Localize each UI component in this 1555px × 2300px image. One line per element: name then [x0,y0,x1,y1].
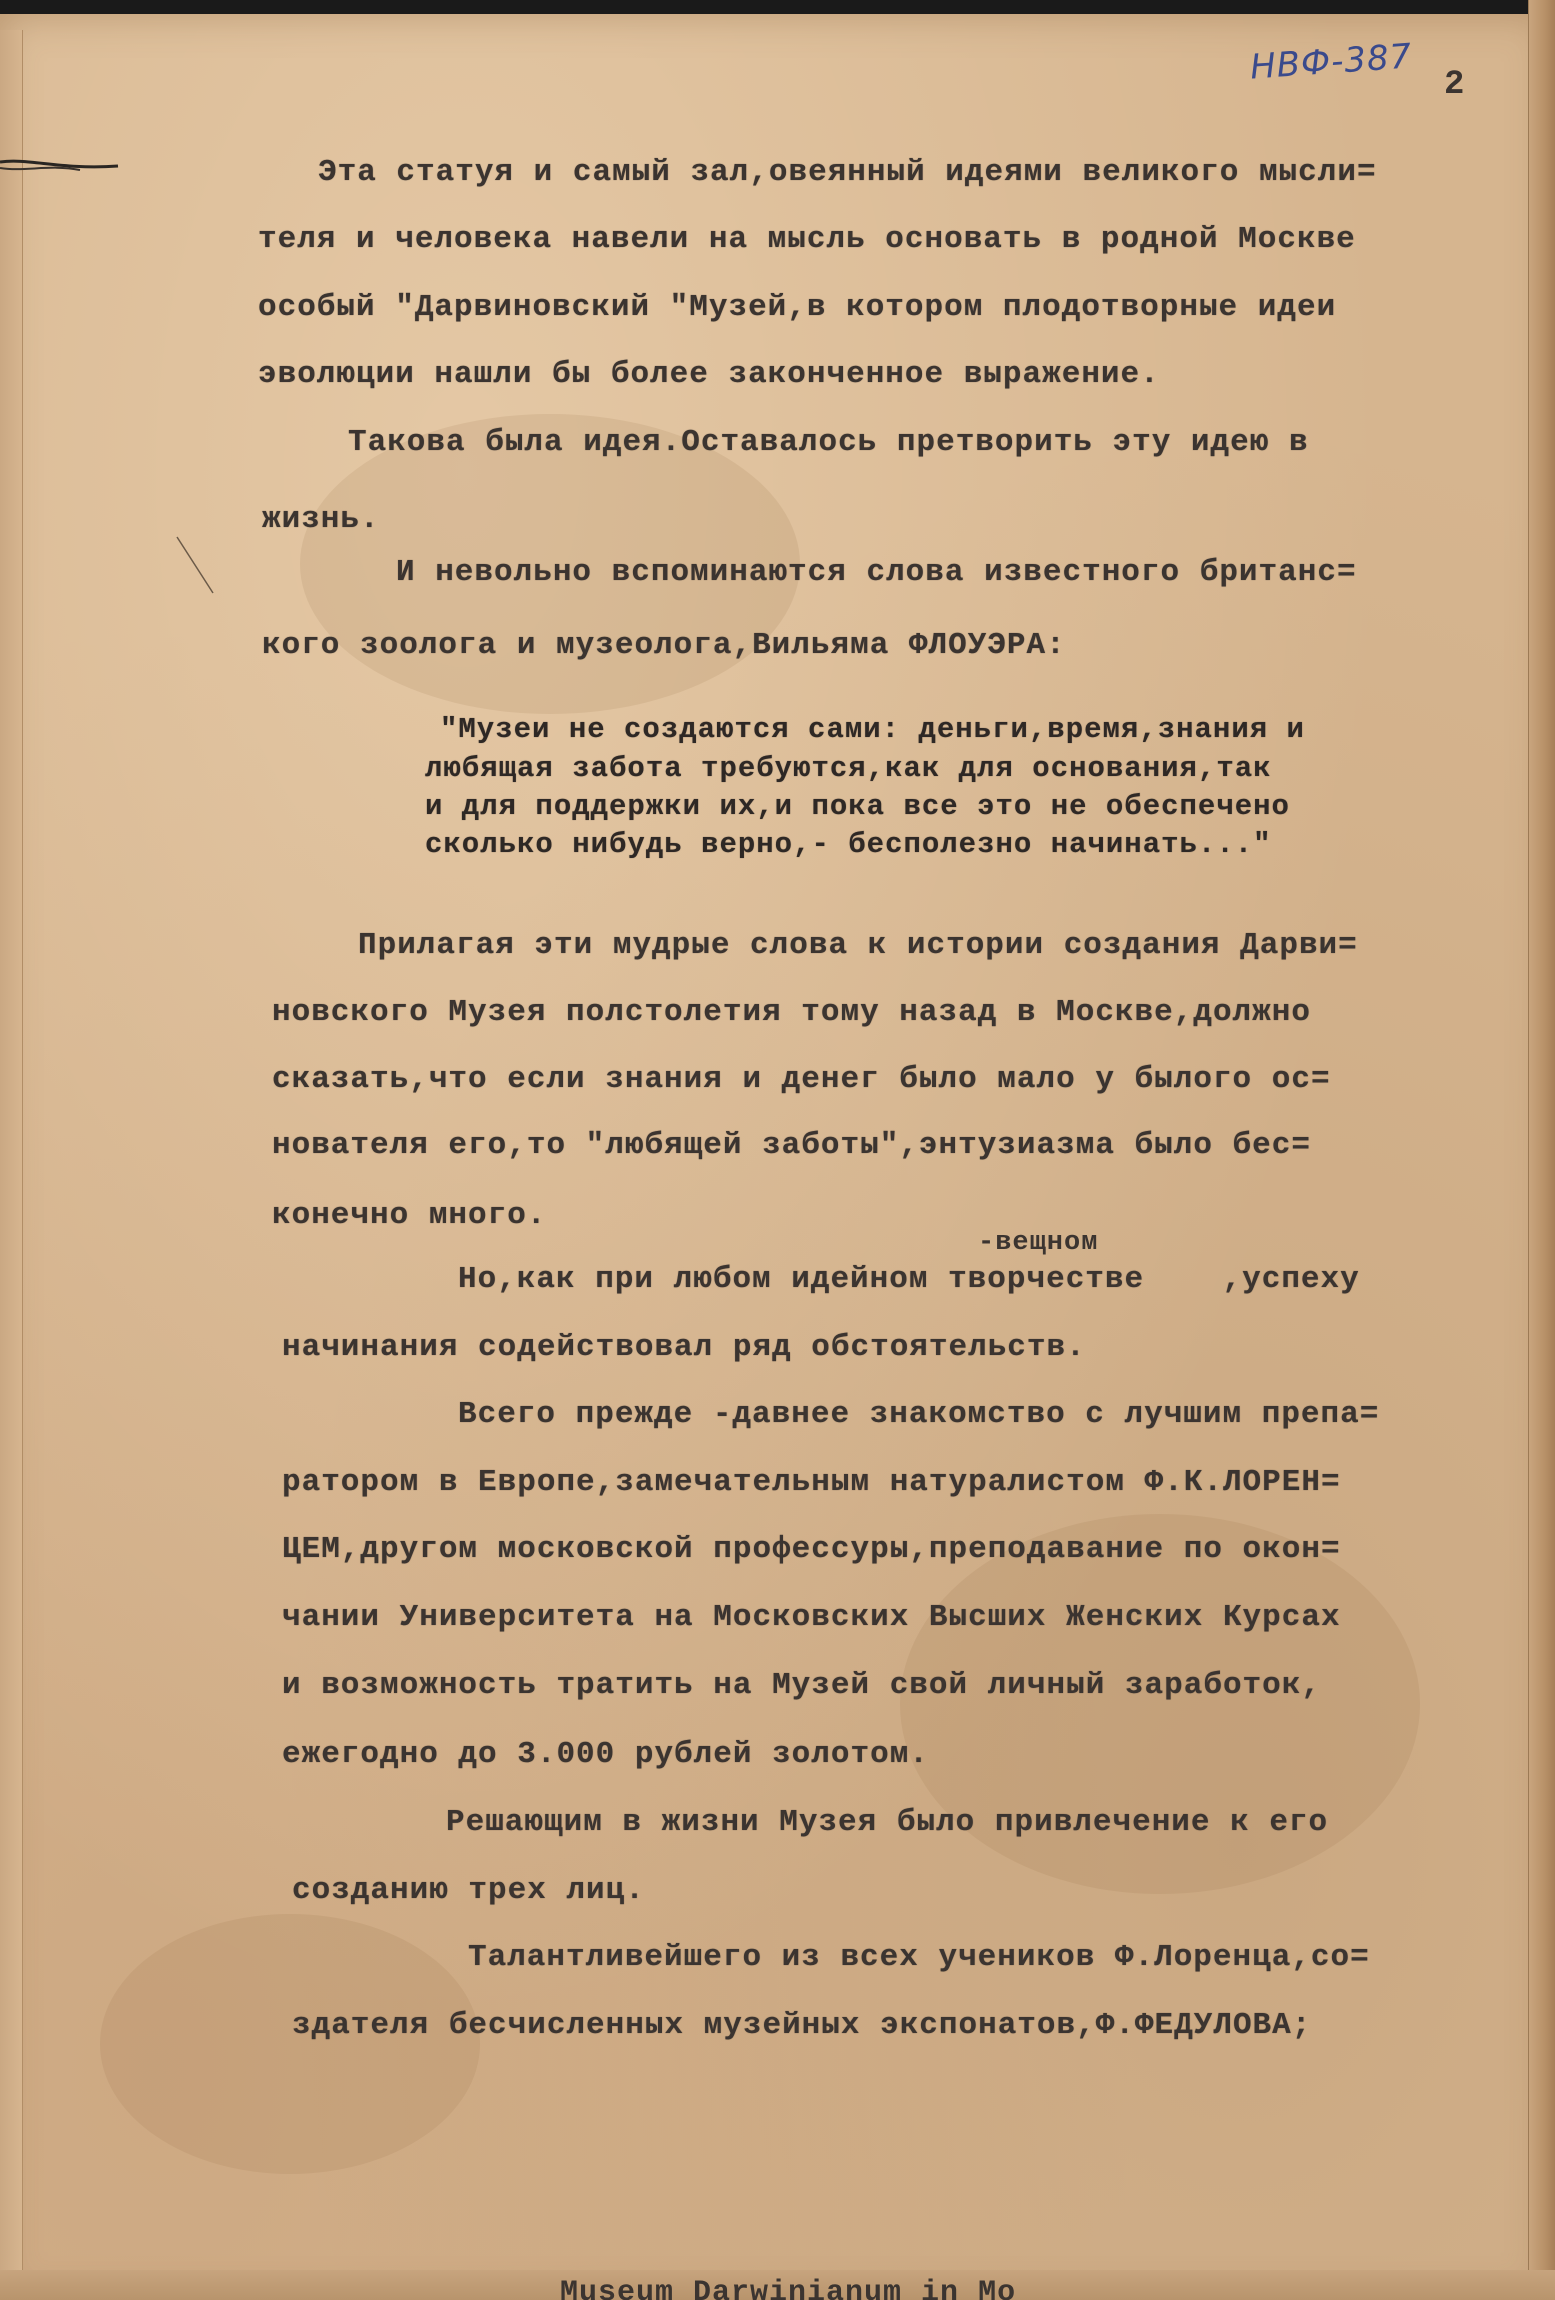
text-line: чании Университета на Московских Высших Женских Курсах [282,1600,1341,1635]
quote-line: любящая забота требуются,как для основания,так [425,752,1272,785]
text-line: эволюции нашли бы более законченное выражение. [258,357,1160,392]
text-line: Талантливейшего из всех учеников Ф.Лоренца,со= [468,1940,1370,1975]
text-line: Всего прежде -давнее знакомство с лучшим препа= [458,1397,1380,1432]
text-line: здателя бесчисленных музейных экспонатов,Ф.ФЕДУЛОВА; [292,2008,1312,2043]
text-line: Решающим в жизни Музея было привлечение к его [446,1805,1329,1840]
text-line: Эта статуя и самый зал,овеянный идеями великого мысли= [318,155,1377,190]
quote-line: и для поддержки их,и пока все это не обеспечено [425,790,1290,823]
quote-line: "Музеи не создаются сами: деньги,время,знания и [440,713,1305,746]
page-number: 2 [1444,66,1465,104]
text-line: ежегодно до 3.000 рублей золотом. [282,1737,929,1772]
text-line: созданию трех лиц. [292,1873,645,1908]
text-line: конечно много. [272,1198,547,1233]
text-line: особый "Дарвиновский "Музей,в котором плодотворные идеи [258,290,1337,325]
text-line: сказать,что если знания и денег было мало у былого ос= [272,1062,1331,1097]
binding-string-icon [0,150,120,180]
text-line: Но,как при любом идейном творчестве ,успеху [458,1262,1360,1297]
text-line: и возможность тратить на Музей свой личный заработок, [282,1668,1321,1703]
text-line: Прилагая эти мудрые слова к истории создания Дарви= [358,928,1358,963]
text-line: теля и человека навели на мысль основать в родной Москве [258,222,1356,257]
text-line: кого зоолога и музеолога,Вильяма ФЛОУЭРА: [262,628,1066,663]
text-line: начинания содействовал ряд обстоятельств. [282,1330,1086,1365]
text-line: ЦЕМ,другом московской профессуры,преподавание по окон= [282,1532,1341,1567]
inserted-word: -вещном [978,1228,1099,1258]
text-line: Такова была идея.Оставалось претворить эту идею в [348,425,1309,460]
paper-stain [100,1914,480,2174]
text-line: ратором в Европе,замечательным натуралистом Ф.К.ЛОРЕН= [282,1465,1341,1500]
page-stack-edge [1528,0,1555,2300]
text-line: И невольно вспоминаются слова известного британс= [396,555,1357,590]
text-line: новского Музея полстолетия тому назад в Москве,должно [272,995,1311,1030]
binding-edge [0,30,23,2300]
text-line: нователя его,то "любящей заботы",энтузиазма было бес= [272,1128,1311,1163]
scratch-mark-icon [175,535,215,595]
archive-reference-mark: НВФ-387 [1248,36,1414,88]
text-line: жизнь. [262,502,380,537]
quote-line: сколько нибудь верно,- бесполезно начинать..." [425,828,1272,861]
cut-off-text: Museum Darwinianum in Mo [560,2276,1017,2300]
